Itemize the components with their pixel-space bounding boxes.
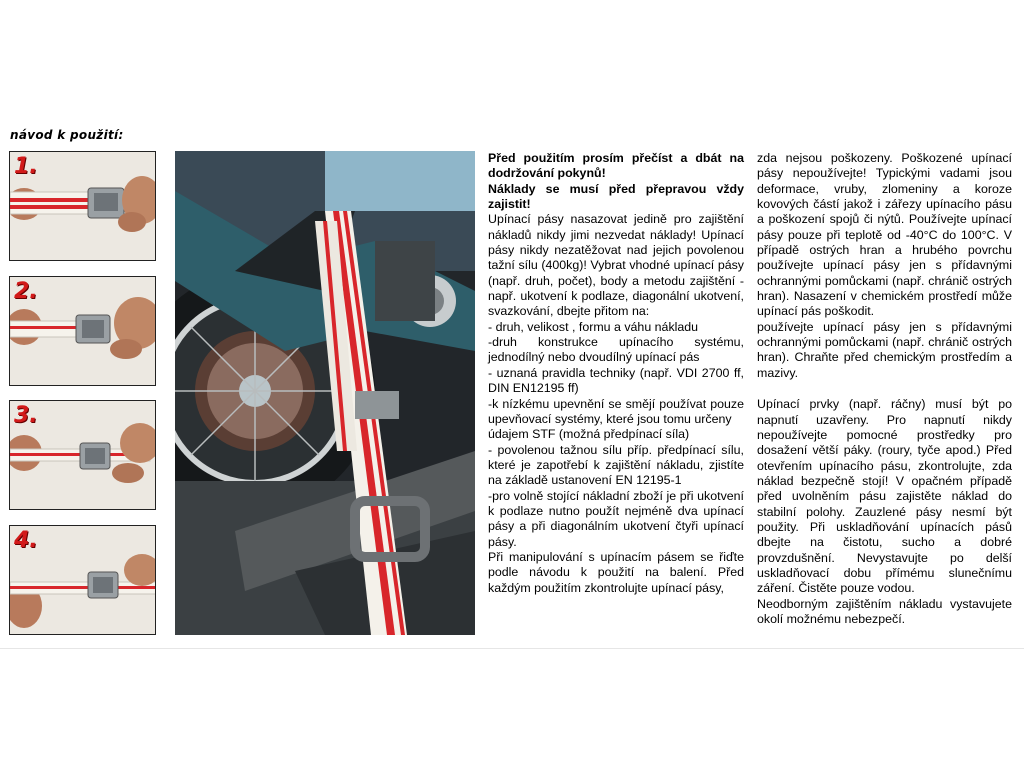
list-item: -k nízkému upevnění se smějí používat pouze upevňovací systémy, které jsou tomu určeny <box>488 396 744 426</box>
list-item: - druh, velikost , formu a váhu nákladu <box>488 319 699 334</box>
instructions-column-1 <box>488 151 744 596</box>
motorcycle-illustration <box>175 151 475 635</box>
step-number: 2. <box>14 279 38 304</box>
motorcycle-strap-photo <box>175 151 475 635</box>
paragraph-gap <box>757 381 1012 397</box>
list-item: -druh konstrukce upínacího systému, jednodílný nebo dvoudílný upínací pás <box>488 335 744 365</box>
paragraph: používejte upínací pásy jen s přídavnými ochrannými pomůckami (např. chránič ostrých hran). Chraňte před chemickým prostředím a mazivy. <box>757 319 1012 380</box>
step-1-photo <box>9 151 156 261</box>
warning-heading-2: Náklady se musí před přepravou vždy zajistit! <box>488 181 744 212</box>
list-item: - uznaná pravidla techniky (např. VDI 2700 ff, DIN EN12195 ff) <box>488 365 744 396</box>
step-2-photo <box>9 276 156 386</box>
list-item: údajem STF (možná předpínací síla) <box>488 427 690 442</box>
page-title: návod k použití: <box>10 128 124 142</box>
instructions-column-2 <box>757 151 1012 627</box>
paragraph: zda nejsou poškozeny. Poškozené upínací pásy nepoužívejte! Typickými vadami jsou deformace, vruby, zlomeniny a koroze kovových částí jakož i zářezy upínacího pásu a poškození spojů či nýtů. Používejte upínací pásy pouze při teplotě od -40°C do 100°C. V případě ostrých hran a hrubého povrchu používejte upínací pásy jen s přídavnými ochrannými pomůckami (např. chránič ostrých hran). Nasazení v chemickém prostředí může upínací pás poškodit. <box>757 151 1012 319</box>
step-3-photo <box>9 400 156 510</box>
list-item: - povolenou tažnou sílu příp. předpínací sílu, které je zapotřebí k zajištění nákladu, zjistíte na základě ustanovení EN 12195-1 <box>488 442 744 488</box>
step-4-photo <box>9 525 156 635</box>
paragraph: Při manipulování s upínacím pásem se řiďte podle návodu k použití na balení. Před každým použitím zkontrolujte upínací pásy, <box>488 549 744 595</box>
warning-heading-1: Před použitím prosím přečíst a dbát na dodržování pokynů! <box>488 151 744 181</box>
paragraph: Neodborným zajištěním nákladu vystavujete okolí možnému nebezpečí. <box>757 596 1012 626</box>
step-number: 1. <box>14 154 38 179</box>
paragraph: Upínací prvky (např. ráčny) musí být po napnutí uzavřeny. Pro napnutí nikdy nepoužívejte pomocné prostředky pro dosažení větší páky. (roury, tyče apod.) Před otevřením upínacího pásu, zkontrolujte, zda náklad bezpečně stojí! V opačném případě před uvolněním pásu zajistěte náklad do stabilní polohy. Zauzlené pásy nesmí být použity. Při uskladňování upínacích pásů dbejte na čistotu, sucho a dobré provzdušnění. Nevystavujte po delší uskladňovací dobu přímému slunečnímu záření. Čistěte pouze vodou. <box>757 397 1012 596</box>
divider <box>0 648 1024 649</box>
list-item: -pro volně stojící nákladní zboží je při ukotvení k podlaze nutno použít nejméně dva upínací pásy a při diagonálním ukotvení čtyři upínací pásy. <box>488 488 744 549</box>
step-number: 4. <box>14 528 38 553</box>
step-number: 3. <box>14 403 38 428</box>
paragraph: Upínací pásy nasazovat jedině pro zajištění nákladů nikdy jimi nezvedat náklady! Upínací pásy nikdy nezatěžovat nad jejich povolenou tažní sílu (400kg)! Vybrat vhodné upínací pásy (např. druh, počet), body a metodu zajištění - např. ukotvení k podlaze, diagonální ukotvení, svazkování, dbejte přitom na: <box>488 212 744 319</box>
